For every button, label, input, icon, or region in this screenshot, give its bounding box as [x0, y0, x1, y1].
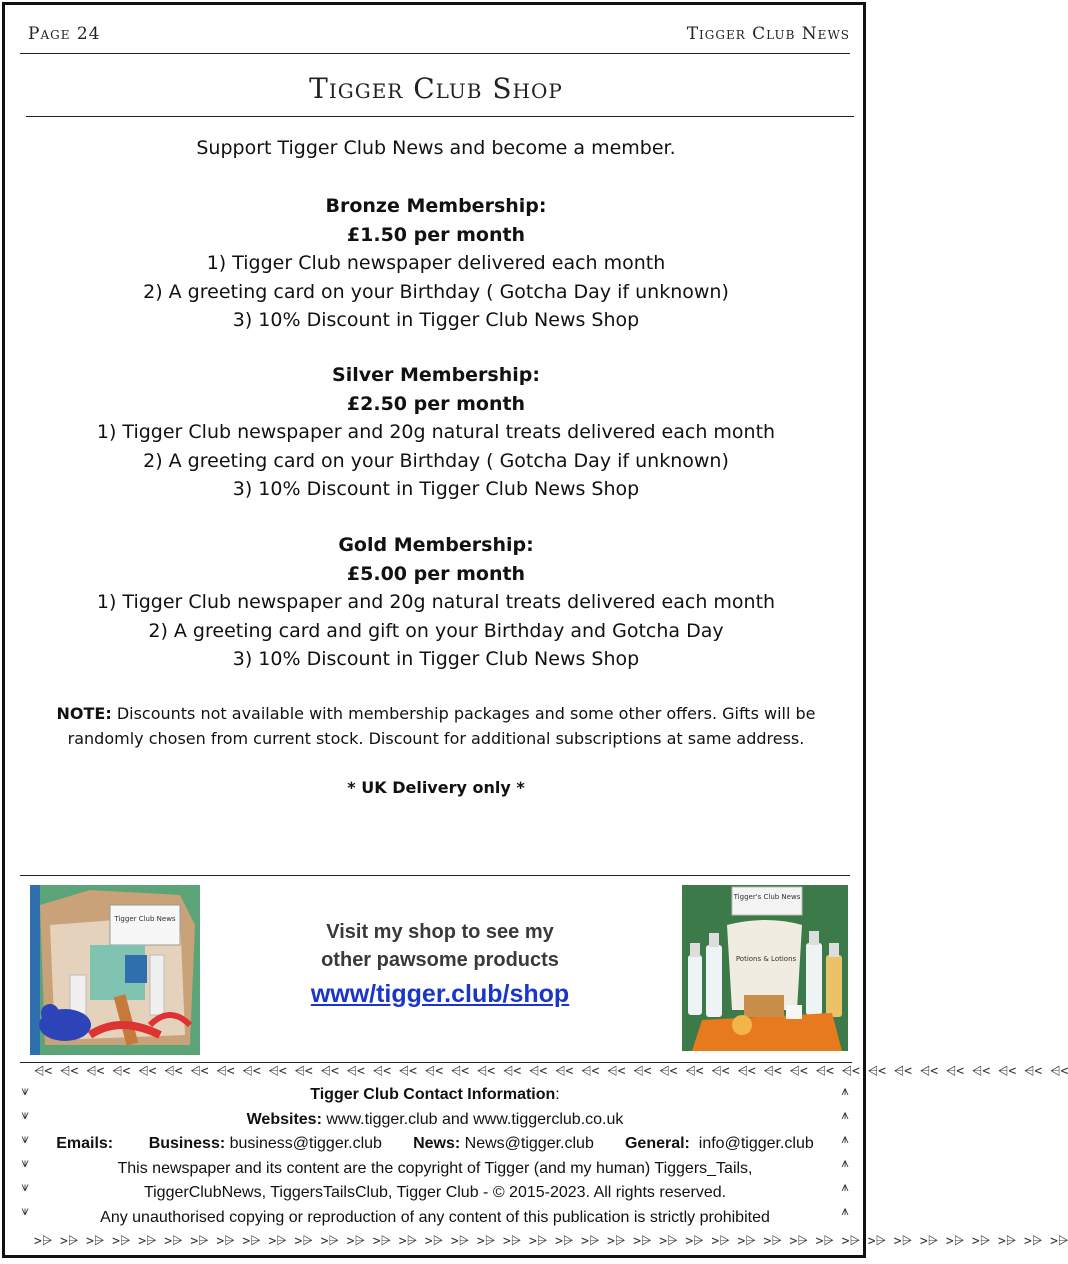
contact-heading-colon: : — [555, 1086, 560, 1103]
tier-benefit: 3) 10% Discount in Tigger Club News Shop — [232, 309, 640, 331]
potions-illustration — [682, 885, 848, 1051]
tier-benefit: 1) Tigger Club newspaper delivered each month — [206, 252, 666, 274]
shop-promo — [240, 918, 640, 1008]
general-email[interactable]: info@tigger.club — [698, 1135, 814, 1152]
emails-label: Emails: — [56, 1135, 114, 1152]
footer-rule — [20, 1062, 852, 1063]
general-label: General: — [624, 1135, 690, 1152]
gold-membership — [0, 531, 872, 674]
tier-name: Gold Membership: — [338, 534, 534, 556]
card-text: Tigger Club News — [114, 915, 176, 923]
paw-border-right: ⩚ ⩚ ⩚ ⩚ ⩚ ⩚ — [841, 1084, 849, 1219]
sign-text: Tigger's Club News — [733, 893, 801, 901]
section-rule — [20, 875, 850, 876]
page-title: Tigger Club Shop — [309, 72, 563, 105]
delivery-note: * UK Delivery only * — [347, 778, 525, 797]
potions-photo — [682, 885, 848, 1051]
title-rule — [26, 116, 854, 117]
note-text: Discounts not available with membership packages and some other offers. Gifts will be randomly chosen from current stock. Discount for additional subscriptions at same address. — [67, 704, 816, 748]
tier-name: Bronze Membership: — [325, 195, 547, 217]
copyright-line-2: TiggerClubNews, TiggersTailsClub, Tigger Club - © 2015-2023. All rights reserved. — [143, 1184, 727, 1201]
note-label: NOTE: — [56, 704, 112, 723]
news-label: News: — [413, 1135, 461, 1152]
note-block — [44, 701, 828, 751]
intro-text: Support Tigger Club News and become a member. — [196, 137, 676, 159]
tier-name: Silver Membership: — [332, 364, 540, 386]
tier-benefit: 2) A greeting card and gift on your Birthday and Gotcha Day — [148, 619, 724, 642]
silver-membership — [0, 361, 872, 504]
contact-info — [20, 1083, 850, 1230]
tier-benefit: 2) A greeting card on your Birthday ( Gotcha Day if unknown) — [143, 449, 729, 472]
promo-line-2: other pawsome products — [321, 949, 559, 971]
bronze-membership — [0, 192, 872, 335]
header-rule — [20, 53, 850, 54]
tier-price: £5.00 per month — [346, 562, 526, 585]
business-email[interactable]: business@tigger.club — [229, 1135, 382, 1152]
bag-label: Potions & Lotions — [735, 955, 797, 963]
websites-value[interactable]: www.tigger.club and www.tiggerclub.co.uk — [326, 1110, 624, 1128]
paw-border-bottom: >⩥ >⩥ >⩥ >⩥ >⩥ >⩥ >⩥ >⩥ >⩥ >⩥ >⩥ >⩥ >⩥ >⩥ >⩥ >⩥ >⩥ >⩥ >⩥ >⩥ >⩥ >⩥ >⩥ >⩥ >⩥ >⩥ >⩥ >⩥ >⩥ >⩥ >⩥ >⩥ >⩥ >⩥ >⩥ >⩥ >⩥ >⩥ >⩥ >⩥ — [34, 1234, 1068, 1249]
shop-link[interactable]: www/tigger.club/shop — [310, 980, 570, 1008]
copyright-line-3: Any unauthorised copying or reproduction of any content of this publication is strictly prohibited — [100, 1208, 770, 1226]
copyright-line-1: This newspaper and its content are the copyright of Tigger (and my human) Tiggers_Tails, — [117, 1159, 753, 1177]
gift-box-photo — [30, 885, 200, 1055]
tier-benefit: 2) A greeting card on your Birthday ( Gotcha Day if unknown) — [143, 280, 729, 303]
tier-benefit: 3) 10% Discount in Tigger Club News Shop — [232, 478, 640, 500]
websites-label: Websites: — [246, 1110, 322, 1128]
gift-box-illustration — [30, 885, 200, 1055]
tier-benefit: 1) Tigger Club newspaper and 20g natural treats delivered each month — [96, 421, 776, 443]
business-label: Business: — [148, 1135, 226, 1152]
tier-benefit: 3) 10% Discount in Tigger Club News Shop — [232, 648, 640, 670]
tier-price: £1.50 per month — [346, 223, 526, 246]
contact-heading: Tigger Club Contact Information — [310, 1086, 556, 1103]
paw-border-left: ⩛ ⩛ ⩛ ⩛ ⩛ ⩛ — [21, 1084, 29, 1219]
tier-price: £2.50 per month — [346, 392, 526, 415]
tier-benefit: 1) Tigger Club newspaper and 20g natural treats delivered each month — [96, 591, 776, 613]
page-number: Page 24 — [28, 24, 101, 44]
publication-name: Tigger Club News — [686, 24, 850, 44]
promo-line-1: Visit my shop to see my — [326, 921, 554, 943]
paw-border-top: ⩤< ⩤< ⩤< ⩤< ⩤< ⩤< ⩤< ⩤< ⩤< ⩤< ⩤< ⩤< ⩤< ⩤< ⩤< ⩤< ⩤< ⩤< ⩤< ⩤< ⩤< ⩤< ⩤< ⩤< ⩤< ⩤< ⩤< ⩤< ⩤< ⩤< ⩤< ⩤< ⩤< ⩤< ⩤< ⩤< ⩤< ⩤< ⩤< ⩤< — [34, 1064, 1068, 1079]
news-email[interactable]: News@tigger.club — [464, 1135, 594, 1152]
page-header — [26, 24, 850, 50]
